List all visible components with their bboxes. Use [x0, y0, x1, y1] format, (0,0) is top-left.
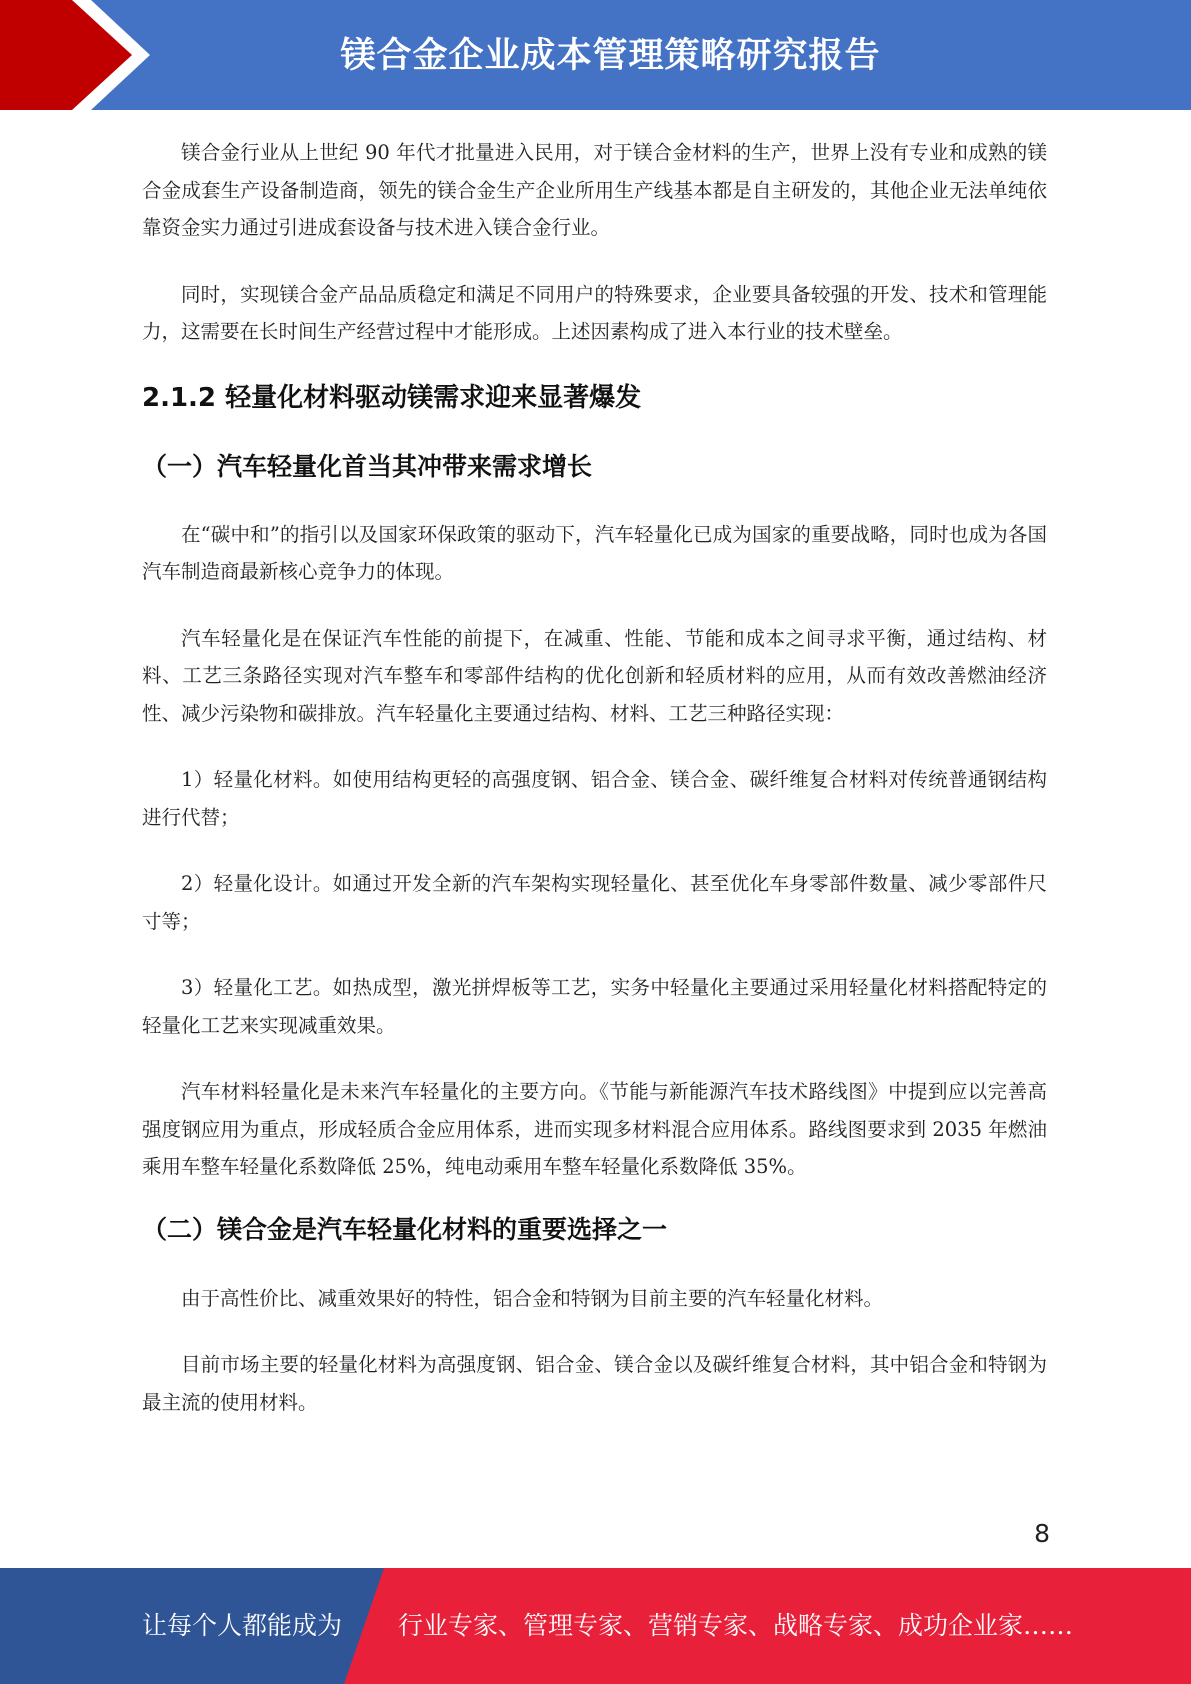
header-chevron-decoration: [0, 0, 150, 110]
page-number: 8: [1034, 1519, 1050, 1548]
subsection-heading: （一）汽车轻量化首当其冲带来需求增长: [142, 451, 593, 481]
paragraph: 由于高性价比、减重效果好的特性，铝合金和特钢为目前主要的汽车轻量化材料。: [181, 1286, 884, 1310]
paragraph: 汽车材料轻量化是未来汽车轻量化的主要方向。《节能与新能源汽车技术路线图》中提到应以完善高强度钢应用为重点，形成轻质合金应用体系，进而实现多材料混合应用体系。路线图要求到 2035 年燃油乘用车整车轻量化系数降低 25%，纯电动乘用车整车轻量化系数降低 35%。: [142, 1080, 1047, 1178]
report-title: 镁合金企业成本管理策略研究报告: [340, 36, 881, 76]
list-item: 1）轻量化材料。如使用结构更轻的高强度钢、铝合金、镁合金、碳纤维复合材料对传统普通钢结构进行代替；: [142, 768, 1047, 829]
footer-slogan-left: 让每个人都能成为: [142, 1611, 343, 1640]
paragraph: 目前市场主要的轻量化材料为高强度钢、铝合金、镁合金以及碳纤维复合材料，其中铝合金和特钢为最主流的使用材料。: [142, 1353, 1047, 1414]
section-heading: 2.1.2 轻量化材料驱动镁需求迎来显著爆发: [142, 382, 642, 413]
subsection-heading: （二）镁合金是汽车轻量化材料的重要选择之一: [142, 1214, 668, 1244]
paragraph: 同时，实现镁合金产品品质稳定和满足不同用户的特殊要求，企业要具备较强的开发、技术和管理能力，这需要在长时间生产经营过程中才能形成。上述因素构成了进入本行业的技术壁垒。: [142, 282, 1047, 343]
page-footer: [0, 1568, 1191, 1684]
paragraph: 在“碳中和”的指引以及国家环保政策的驱动下，汽车轻量化已成为国家的重要战略，同时也成为各国汽车制造商最新核心竞争力的体现。: [142, 522, 1047, 583]
document-body: [142, 134, 1047, 1450]
footer-slogan-right: 行业专家、管理专家、营销专家、战略专家、成功企业家……: [398, 1611, 1074, 1640]
list-item: 2）轻量化设计。如通过开发全新的汽车架构实现轻量化、甚至优化车身零部件数量、减少零部件尺寸等；: [142, 872, 1047, 933]
paragraph: 镁合金行业从上世纪 90 年代才批量进入民用，对于镁合金材料的生产，世界上没有专业和成熟的镁合金成套生产设备制造商，领先的镁合金生产企业所用生产线基本都是自主研发的，其他企业无法单纯依靠资金实力通过引进成套设备与技术进入镁合金行业。: [142, 141, 1047, 239]
page-header: [0, 0, 1191, 110]
paragraph: 汽车轻量化是在保证汽车性能的前提下，在减重、性能、节能和成本之间寻求平衡，通过结构、材料、工艺三条路径实现对汽车整车和零部件结构的优化创新和轻质材料的应用，从而有效改善燃油经济性、减少污染物和碳排放。汽车轻量化主要通过结构、材料、工艺三种路径实现：: [142, 626, 1047, 725]
list-item: 3）轻量化工艺。如热成型，激光拼焊板等工艺，实务中轻量化主要通过采用轻量化材料搭配特定的轻量化工艺来实现减重效果。: [142, 976, 1047, 1037]
